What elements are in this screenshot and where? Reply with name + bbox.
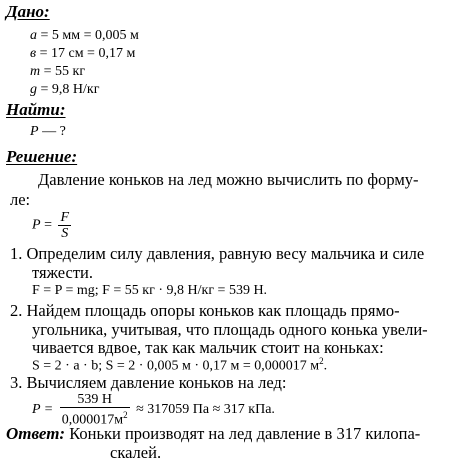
step1-formula: F = P = mg; F = 55 кг · 9,8 Н/кг = 539 Н. — [32, 283, 268, 298]
pressure-formula: P = $\frac{F}{S}$ — [32, 210, 70, 241]
pressure-fraction: $\frac{F}{S}$ — [60, 210, 70, 241]
step2-line2: угольника, учитывая, что площадь одного конька увели- — [32, 320, 428, 339]
step1-line1: 1. Определим силу давления, равную весу мальчика и силе — [10, 244, 425, 263]
given-line-m: m = 55 кг — [30, 64, 86, 79]
find-heading: Найти: — [6, 100, 66, 119]
given-heading: Дано: — [6, 2, 50, 21]
answer-line1: Ответ: Коньки производят на лед давление в 317 килопа- — [6, 424, 421, 443]
answer-line2: скалей. — [110, 443, 162, 462]
solution-intro-2: ле: — [10, 190, 31, 209]
solution-heading: Решение: — [6, 147, 78, 166]
find-line: Р — ? — [30, 124, 66, 139]
given-line-b: в = 17 см = 0,17 м — [30, 46, 136, 61]
step3-line1: 3. Вычисляем давление коньков на лед: — [10, 373, 287, 392]
step2-formula: S = 2 · a · b; S = 2 · 0,005 м · 0,17 м = 0,000017 $м^2$. — [32, 356, 328, 374]
given-line-g: g = 9,8 Н/кг — [30, 82, 100, 97]
step1-line2: тяжести. — [32, 263, 93, 282]
step2-line3: чивается вдвое, так как мальчик стоит на коньках: — [32, 338, 384, 357]
step3-fraction: $\frac{539 Н}{0,000017м^2}$ — [61, 392, 128, 428]
step2-line1: 2. Найдем площадь опоры коньков как площадь прямо- — [10, 301, 400, 320]
solution-intro-1: Давление коньков на лед можно вычислить по форму- — [38, 170, 419, 189]
step3-formula: P = $\frac{539 Н}{0,000017м^2}$ ≈ 317059 Па ≈ 317 кПа. — [32, 392, 275, 428]
given-line-a: а = 5 мм = 0,005 м — [30, 28, 139, 43]
